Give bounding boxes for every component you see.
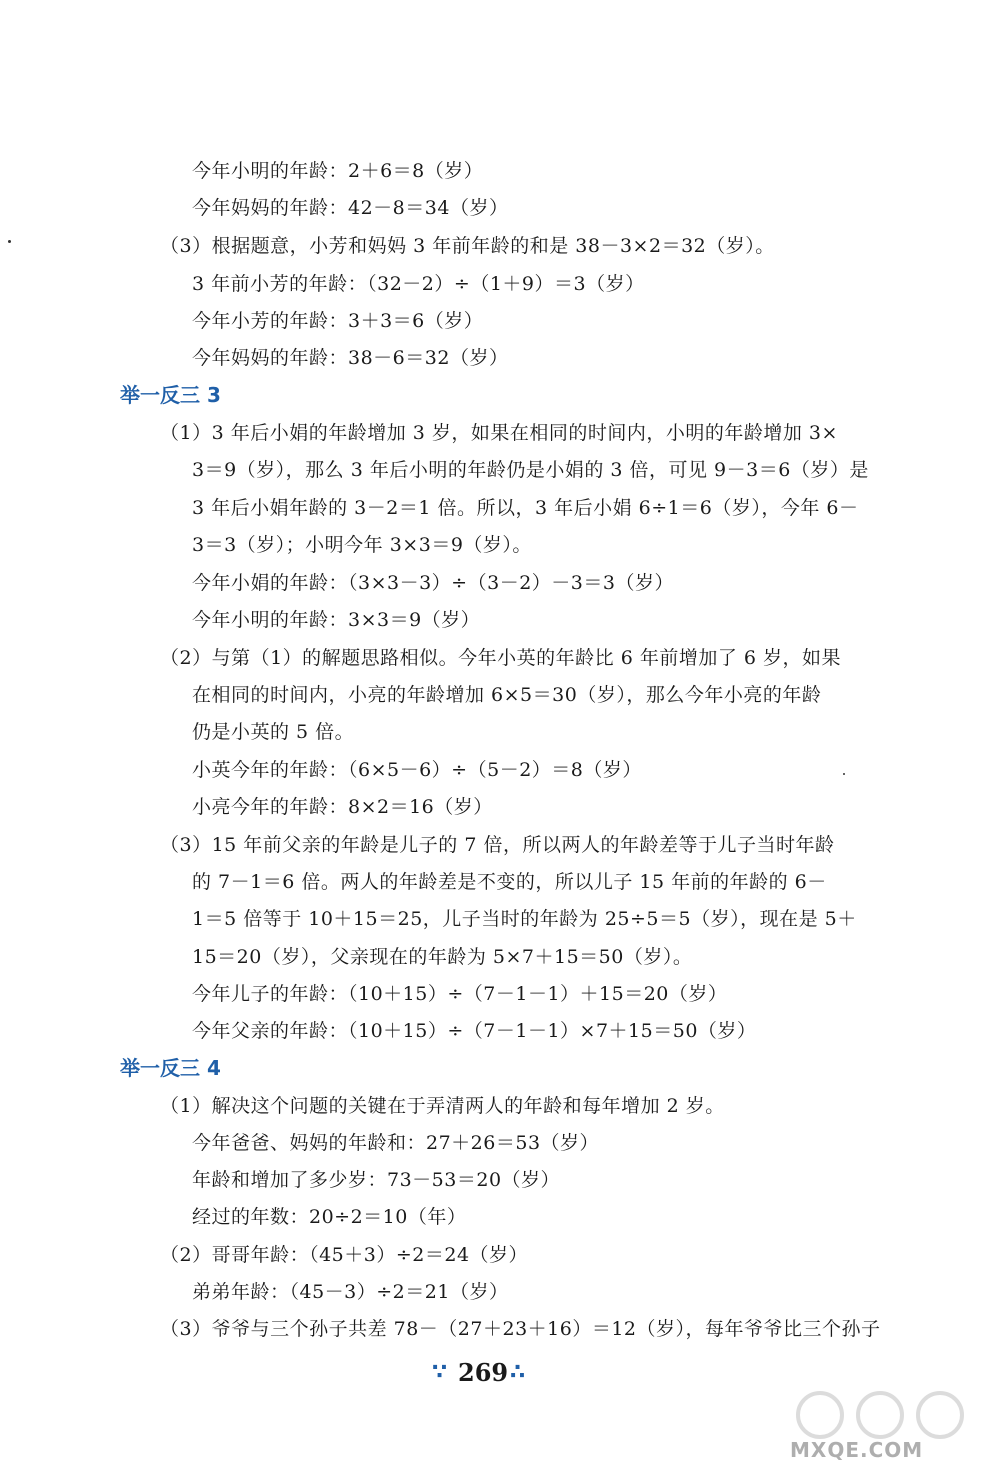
text-line: 经过的年数：20÷2＝10（年） — [192, 1206, 467, 1228]
text-line: 的 7－1＝6 倍。两人的年龄差是不变的，所以儿子 15 年前的年龄的 6－ — [192, 871, 827, 893]
text-line: 今年爸爸、妈妈的年龄和：27＋26＝53（岁） — [192, 1132, 600, 1154]
text-line: 在相同的时间内，小亮的年龄增加 6×5＝30（岁），那么今年小亮的年龄 — [192, 684, 822, 706]
text-line: 3 年后小娟年龄的 3－2＝1 倍。所以，3 年后小娟 6÷1＝6（岁），今年 6－ — [192, 497, 859, 519]
text-line: （1）3 年后小娟的年龄增加 3 岁，如果在相同的时间内，小明的年龄增加 3× — [160, 422, 838, 444]
text-line: （1）解决这个问题的关键在于弄清两人的年龄和每年增加 2 岁。 — [160, 1095, 725, 1117]
text-line: 今年小明的年龄：2＋6＝8（岁） — [192, 160, 484, 182]
page-dots-left: ∵ — [432, 1360, 448, 1385]
text-line: 今年小明的年龄：3×3＝9（岁） — [192, 609, 481, 631]
text-line: 今年妈妈的年龄：38－6＝32（岁） — [192, 347, 509, 369]
text-line: （3）爷爷与三个孙子共差 78－（27＋23＋16）＝12（岁），每年爷爷比三个孙子 — [160, 1318, 881, 1340]
text-line: 1＝5 倍等于 10＋15＝25，儿子当时的年龄为 25÷5＝5（岁），现在是 5＋ — [192, 908, 857, 930]
text-line: 小英今年的年龄：（6×5－6）÷（5－2）＝8（岁） — [192, 759, 642, 781]
section-heading-4: 举一反三 4 — [120, 1056, 221, 1080]
text-line: 15＝20（岁），父亲现在的年龄为 5×7＋15＝50（岁）。 — [192, 946, 693, 968]
text-line: （3）15 年前父亲的年龄是儿子的 7 倍，所以两人的年龄差等于儿子当时年龄 — [160, 834, 835, 856]
text-line: 今年父亲的年龄：（10＋15）÷（7－1－1）×7＋15＝50（岁） — [192, 1020, 757, 1042]
text-line: 今年儿子的年龄：（10＋15）÷（7－1－1）＋15＝20（岁） — [192, 983, 728, 1005]
text-line: 今年妈妈的年龄：42－8＝34（岁） — [192, 197, 509, 219]
watermark-text: MXQE.COM — [790, 1438, 924, 1462]
text-line: 3 年前小芳的年龄：（32－2）÷（1＋9）＝3（岁） — [192, 273, 645, 295]
text-line: 3＝3（岁）；小明今年 3×3＝9（岁）。 — [192, 534, 532, 556]
text-line: （3）根据题意，小芳和妈妈 3 年前年龄的和是 38－3×2＝32（岁）。 — [160, 235, 775, 257]
text-line: （2）哥哥年龄：（45＋3）÷2＝24（岁） — [160, 1244, 529, 1266]
text-line: 小亮今年的年龄：8×2＝16（岁） — [192, 796, 493, 818]
text-line: 3＝9（岁），那么 3 年后小明的年龄仍是小娟的 3 倍，可见 9－3＝6（岁）是 — [192, 459, 869, 481]
text-line: 今年小娟的年龄：（3×3－3）÷（3－2）－3＝3（岁） — [192, 572, 674, 594]
text-line: 今年小芳的年龄：3＋3＝6（岁） — [192, 310, 484, 332]
text-line: 仍是小英的 5 倍。 — [192, 721, 355, 743]
text-line: 年龄和增加了多少岁：73－53＝20（岁） — [192, 1169, 561, 1191]
text-line: （2）与第（1）的解题思路相似。今年小英的年龄比 6 年前增加了 6 岁，如果 — [160, 647, 842, 669]
text-line: 弟弟年龄：（45－3）÷2＝21（岁） — [192, 1281, 509, 1303]
section-heading-3: 举一反三 3 — [120, 383, 221, 407]
page-number: 269 — [458, 1358, 509, 1387]
scan-speck — [843, 773, 845, 775]
page-dots-right: ∴ — [510, 1360, 526, 1385]
scan-speck — [8, 240, 11, 243]
